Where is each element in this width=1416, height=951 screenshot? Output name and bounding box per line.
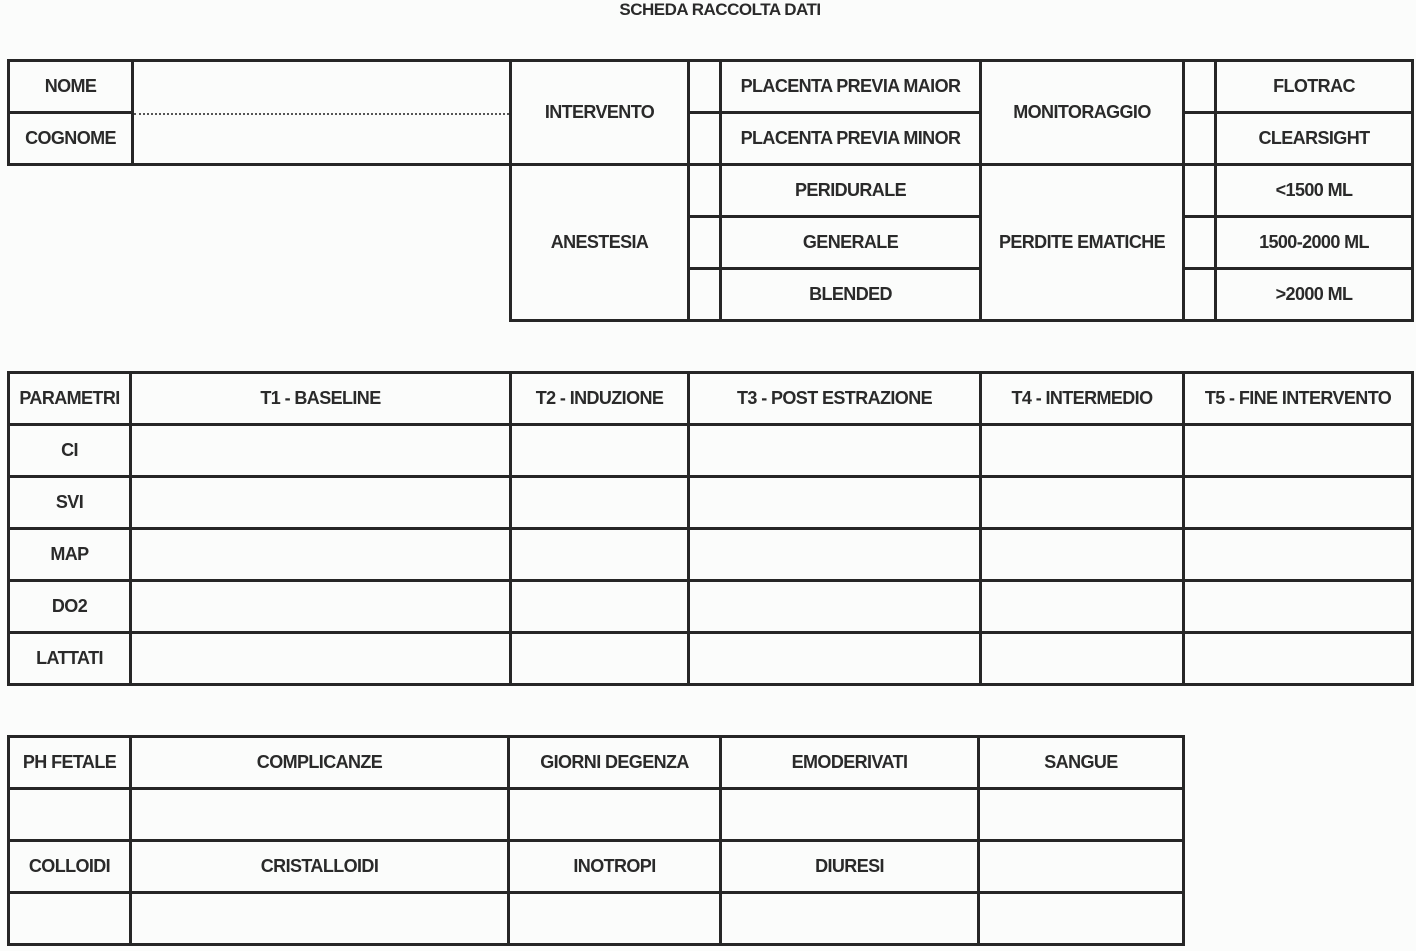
parametro-value-cell[interactable] [1182,423,1414,478]
parametro-value-cell[interactable] [1182,631,1414,686]
parametri-header: T3 - POST ESTRAZIONE [687,371,982,426]
perdite-option: >2000 ML [1214,267,1414,322]
parametro-value-cell[interactable] [687,423,982,478]
parametro-value-cell[interactable] [979,631,1185,686]
parametro-label: MAP [7,527,132,582]
parametro-value-cell[interactable] [129,631,512,686]
intervento-checkbox[interactable] [687,59,722,114]
outcome-header: SANGUE [977,735,1185,790]
perdite-ematiche-label: PERDITE EMATICHE [979,163,1185,322]
monitoraggio-option: CLEARSIGHT [1214,111,1414,166]
parametro-value-cell[interactable] [129,527,512,582]
intervento-label: INTERVENTO [509,59,690,166]
outcome-value-cell[interactable] [507,891,722,946]
nome-label: NOME [7,59,134,114]
parametro-value-cell[interactable] [979,423,1185,478]
outcome-value-cell[interactable] [719,787,980,842]
parametro-value-cell[interactable] [129,475,512,530]
parametro-value-cell[interactable] [979,579,1185,634]
parametro-value-cell[interactable] [687,631,982,686]
outcome-value-cell[interactable] [977,787,1185,842]
outcome-value-cell[interactable] [719,891,980,946]
outcome-header: COLLOIDI [7,839,132,894]
outcome-header: CRISTALLOIDI [129,839,510,894]
monitoraggio-checkbox[interactable] [1182,59,1217,114]
parametro-value-cell[interactable] [509,527,690,582]
outcome-header: DIURESI [719,839,980,894]
outcome-value-cell[interactable] [7,787,132,842]
perdite-checkbox[interactable] [1182,215,1217,270]
outcome-header: INOTROPI [507,839,722,894]
monitoraggio-option: FLOTRAC [1214,59,1414,114]
parametro-value-cell[interactable] [687,579,982,634]
perdite-checkbox[interactable] [1182,267,1217,322]
outcome-header: COMPLICANZE [129,735,510,790]
intervento-checkbox[interactable] [687,111,722,166]
outcome-value-cell[interactable] [977,891,1185,946]
parametro-value-cell[interactable] [509,423,690,478]
outcome-value-cell[interactable] [7,891,132,946]
parametro-value-cell[interactable] [979,527,1185,582]
parametro-value-cell[interactable] [1182,579,1414,634]
outcome-value-cell[interactable] [129,891,510,946]
document-title: SCHEDA RACCOLTA DATI [619,0,821,19]
parametro-label: LATTATI [7,631,132,686]
parametro-value-cell[interactable] [687,527,982,582]
anestesia-option: PERIDURALE [719,163,982,218]
parametro-value-cell[interactable] [1182,475,1414,530]
parametro-value-cell[interactable] [979,475,1185,530]
parametro-value-cell[interactable] [509,579,690,634]
perdite-checkbox[interactable] [1182,163,1217,218]
parametro-value-cell[interactable] [129,579,512,634]
parametro-value-cell[interactable] [687,475,982,530]
outcome-value-cell[interactable] [129,787,510,842]
anestesia-checkbox[interactable] [687,215,722,270]
outcome-header: EMODERIVATI [719,735,980,790]
parametri-header: PARAMETRI [7,371,132,426]
cognome-label: COGNOME [7,111,134,166]
intervento-option: PLACENTA PREVIA MINOR [719,111,982,166]
parametro-value-cell[interactable] [509,475,690,530]
outcome-header: GIORNI DEGENZA [507,735,722,790]
parametri-header: T1 - BASELINE [129,371,512,426]
monitoraggio-label: MONITORAGGIO [979,59,1185,166]
outcome-header: PH FETALE [7,735,132,790]
anestesia-label: ANESTESIA [509,163,690,322]
anestesia-option: GENERALE [719,215,982,270]
parametro-label: SVI [7,475,132,530]
intervento-option: PLACENTA PREVIA MAIOR [719,59,982,114]
anestesia-checkbox[interactable] [687,163,722,218]
monitoraggio-checkbox[interactable] [1182,111,1217,166]
anestesia-checkbox[interactable] [687,267,722,322]
anestesia-option: BLENDED [719,267,982,322]
parametro-value-cell[interactable] [1182,527,1414,582]
parametro-value-cell[interactable] [509,631,690,686]
outcome-value-cell[interactable] [507,787,722,842]
parametro-label: DO2 [7,579,132,634]
perdite-option: <1500 ML [1214,163,1414,218]
field-divider [134,113,509,115]
perdite-option: 1500-2000 ML [1214,215,1414,270]
parametro-value-cell[interactable] [129,423,512,478]
name-surname-field[interactable] [131,59,512,166]
parametri-header: T2 - INDUZIONE [509,371,690,426]
parametri-header: T4 - INTERMEDIO [979,371,1185,426]
parametri-header: T5 - FINE INTERVENTO [1182,371,1414,426]
outcome-value-cell[interactable] [977,839,1185,894]
parametro-label: CI [7,423,132,478]
